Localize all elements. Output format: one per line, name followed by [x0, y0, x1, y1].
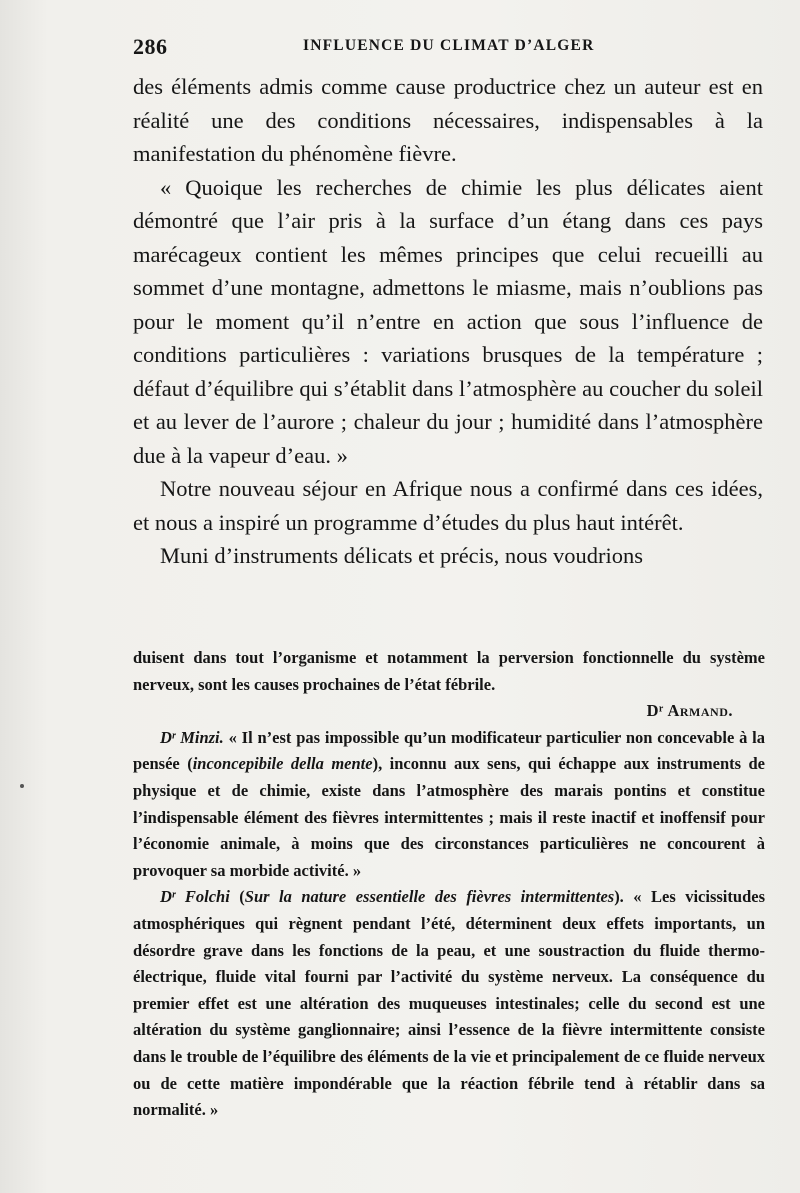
folchi-italic-title: Sur la nature essentielle des fièvres intermittentes	[244, 887, 615, 907]
minzi-author: Dʳ Minzi.	[160, 727, 224, 747]
main-paragraph-3: Notre nouveau séjour en Afrique nous a confirmé dans ces idées, et nous a inspiré un programme d’études du plus haut intérêt.	[133, 476, 763, 535]
page-number: 286	[133, 34, 168, 59]
minzi-italic-phrase: inconcepibile della mente	[192, 754, 373, 774]
footnotes	[133, 645, 765, 1124]
main-paragraph-4: Muni d’instruments délicats et précis, nous voudrions	[160, 543, 644, 568]
footnote-minzi	[133, 725, 765, 885]
minzi-text-b: ), inconnu aux sens, qui échappe aux instruments de physique et de chimie, existe dans l’atmosphère des marais pontins et constitue l’indispensable élément des fièvres intermittentes ; mais il reste inactif et inoffensif pour l’économie animale, à moins que des circonstances particulières ne concourent à provoquer sa morbide activité. »	[133, 754, 766, 880]
running-title: INFLUENCE DU CLIMAT D’ALGER	[303, 37, 595, 54]
page-header	[133, 34, 763, 58]
paper-speck	[20, 784, 24, 788]
main-text	[133, 70, 763, 573]
footnote-armand-signature: Dʳ Armand.	[646, 701, 733, 721]
folchi-text-b: ). « Les vicissitudes atmosphériques qui règnent pendant l’été, déterminent deux effets importants, un désordre grave dans les fonctions de la peau, et une soustraction du fluide thermo-électrique, fluide vital fourni par l’activité du système nerveux. La conséquence du premier effet est une altération des muqueuses intestinales; celle du second est une altération du système ganglionnaire; ainsi l’essence de la fièvre intermittente consiste dans le trouble de l’équilibre des éléments de la vie et principalement de ce fluide nerveux ou de cette matière impondérable que la réaction fébrile tend à rétablir dans sa normalité. »	[133, 887, 765, 1120]
folchi-text-a: (	[229, 887, 245, 907]
minzi-text-a: « Il n’est pas impossible qu’un modificateur particulier non concevable à la pensée (	[133, 727, 765, 774]
main-paragraph-2: « Quoique les recherches de chimie les plus délicates aient démontré que l’air pris à la surface d’un étang dans ces pays marécageux contient les mêmes principes que celui recueilli au sommet d’une montagne, admettons le miasme, mais n’oublions pas pour le moment qu’il n’entre en action que sous l’influence de conditions particulières : variations brusques de la température ; défaut d’équilibre qui s’établit dans l’atmosphère au coucher du soleil et au lever de l’aurore ; chaleur du jour ; humidité dans l’atmosphère due à la vapeur d’eau. »	[133, 174, 763, 468]
footnote-folchi	[133, 884, 765, 1123]
main-paragraph-1: des éléments admis comme cause productrice chez un auteur est en réalité une des conditions nécessaires, indispensables à la manifestation du phénomène fièvre.	[133, 74, 763, 166]
footnote-armand: duisent dans tout l’organisme et notamment la perversion fonctionnelle du système nerveux, sont les causes prochaines de l’état fébrile.	[133, 648, 765, 694]
folchi-author: Dʳ Folchi	[160, 887, 230, 907]
